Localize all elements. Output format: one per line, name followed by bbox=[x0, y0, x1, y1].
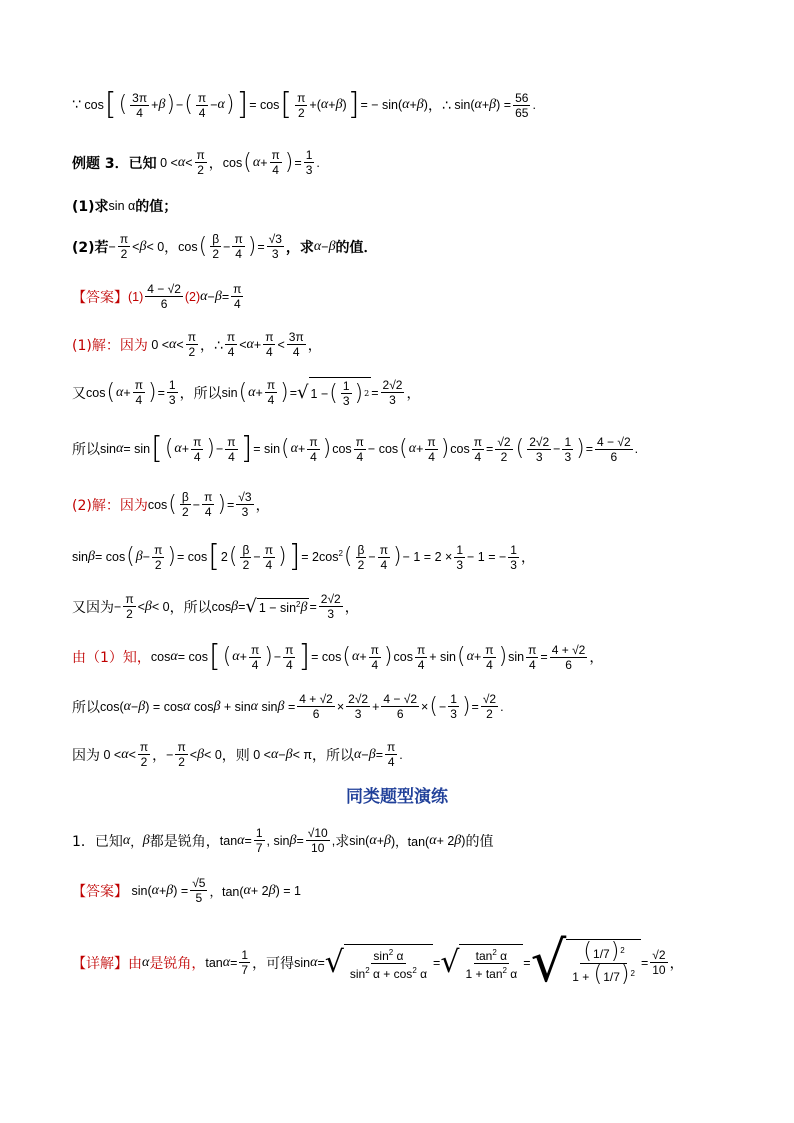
section-heading: 同类题型演练 bbox=[346, 787, 448, 807]
question-1: (1)求 sin α 的值； bbox=[72, 199, 178, 215]
solution-2-line-3: 又因为 − $\frac{\pi}{2}$ < β < 0 ，所以 cos β = √ $1 - \sin^2$ β = $\frac{2√2}{3}$ ， bbox=[72, 592, 359, 621]
detail-line: 【详解】 由 α 是锐角， tan α = $\frac{1}{7}$ ，可得 sin α = √ $\frac{\sin^2 \alpha}{\sin^2 \alpha + \cos^2 \alpha}$ = √ $\frac{\tan^2 \alpha}{1 + \tan^2 \alpha}$ = √ $\frac{(1/7)^2}{1 + (1/7)^2}$ = $\frac{√2}{10}$ ， bbox=[72, 930, 684, 995]
solution-1-line-3: 所以 sin α = sin [ ( α + $\frac{\pi}{4}$ ) − $\frac{\pi}{4}$ ] = sin ( α + $\frac{\pi}{4}$ ) cos $\frac{\pi}{4}$ − cos ( α + $\frac{\pi}{4}$ ) cos $\frac{\pi}{4}$ = $\frac{√2}{2}$ ( $\frac{2√2}{3}$ − $\frac{1}{3}$ ) = $\frac{4 - √2}{6}$ . bbox=[72, 431, 639, 466]
question-2: (2)若 − $\frac{\pi}{2}$ < β < 0 ， cos ( $\frac{\beta}{2}$ − $\frac{\pi}{4}$ ) = $\frac{√3}{3}$ ，求 α − β 的值． bbox=[72, 232, 378, 261]
answer-2-tag: 【答案】 bbox=[72, 883, 128, 900]
solution-2-line-5: 所以 cos( α − β ) = cos α cos β + sin α sin β = $\frac{4 + √2}{6}$ × $\frac{2√2}{3}$ + $\frac{4 - √2}{6}$ × ( − $\frac{1}{3}$ ) = $\frac{√2}{2}$ . bbox=[72, 692, 504, 721]
example-3-statement: 例题 3．已知 0 < α < $\frac{\pi}{2}$ ， cos ( α + $\frac{\pi}{4}$ ) = $\frac{1}{3}$ . bbox=[72, 148, 320, 177]
solution-1-line-2: 又 cos ( α + $\frac{\pi}{4}$ ) = $\frac{1}{3}$ ，所以 sin ( α + $\frac{\pi}{4}$ ) = √ 1 − ( $\frac{1}{3}$ ) 2 = $\frac{2√2}{3}$ ， bbox=[72, 378, 421, 408]
solution-2-line-4: 由（1）知， cos α = cos [ ( α + $\frac{\pi}{4}$ ) − $\frac{\pi}{4}$ ] = cos ( α + $\frac{\pi}{4}$ ) cos $\frac{\pi}{4}$ + sin ( α + $\frac{\pi}{4}$ ) sin $\frac{\pi}{4}$ = $\frac{4 + √2}{6}$ ， bbox=[72, 639, 604, 674]
exercise-1: 1．已知 α ， β 都是锐角， tan α = $\frac{1}{7}$ , sin β = $\frac{√10}{10}$ , 求 sin( α + β )，tan( α + 2 β ) 的值 bbox=[72, 826, 494, 855]
line-1: ∵ cos [ ( $\frac{3\pi}{4}$ + β ) − ( $\frac{\pi}{4}$ − α ) ] = cos [ $\frac{\pi}{2}$ +( α + β ) ] = − sin( α + β ) ，∴ sin( α + β ) = $\frac{56}{65}$ . bbox=[72, 87, 536, 122]
solution-1-line-1: (1)解：因为 0 < α < $\frac{\pi}{2}$ ，∴ $\frac{\pi}{4}$ < α + $\frac{\pi}{4}$ < $\frac{3\pi}{4}$ ， bbox=[72, 330, 322, 359]
solution-2-line-6: 因为 0 < α < $\frac{\pi}{2}$ ， − $\frac{\pi}{2}$ < β < 0 ，则 0 < α − β < π ，所以 α − β = $\frac{\pi}{4}$ . bbox=[72, 740, 403, 769]
therefore-symbol: ，∴ bbox=[427, 98, 451, 114]
because-symbol: ∵ bbox=[72, 97, 81, 113]
answer-2-line: 【答案】 sin( α + β ) = $\frac{√5}{5}$ ，tan( α + 2 β ) = 1 bbox=[72, 876, 301, 905]
answer-line: 【答案】 (1) $\frac{4 - √2}{6}$ (2) α − β = $\frac{\pi}{4}$ bbox=[72, 282, 242, 311]
detail-tag: 【详解】 bbox=[72, 955, 128, 972]
answer-tag: 【答案】 bbox=[72, 289, 128, 306]
solution-2-line-1: (2)解：因为 cos ( $\frac{\beta}{2}$ − $\frac{\pi}{4}$ ) = $\frac{√3}{3}$ ， bbox=[72, 490, 270, 519]
solution-2-line-2: sin β = cos ( β − $\frac{\pi}{2}$ ) = cos [ 2 ( $\frac{\beta}{2}$ − $\frac{\pi}{4}$ ) ] = $2\cos^2$ ( $\frac{\beta}{2}$ − $\frac{\pi}{4}$ ) − 1 = 2 × $\frac{1}{3}$ − 1 = − $\frac{1}{3}$ ， bbox=[72, 539, 535, 574]
